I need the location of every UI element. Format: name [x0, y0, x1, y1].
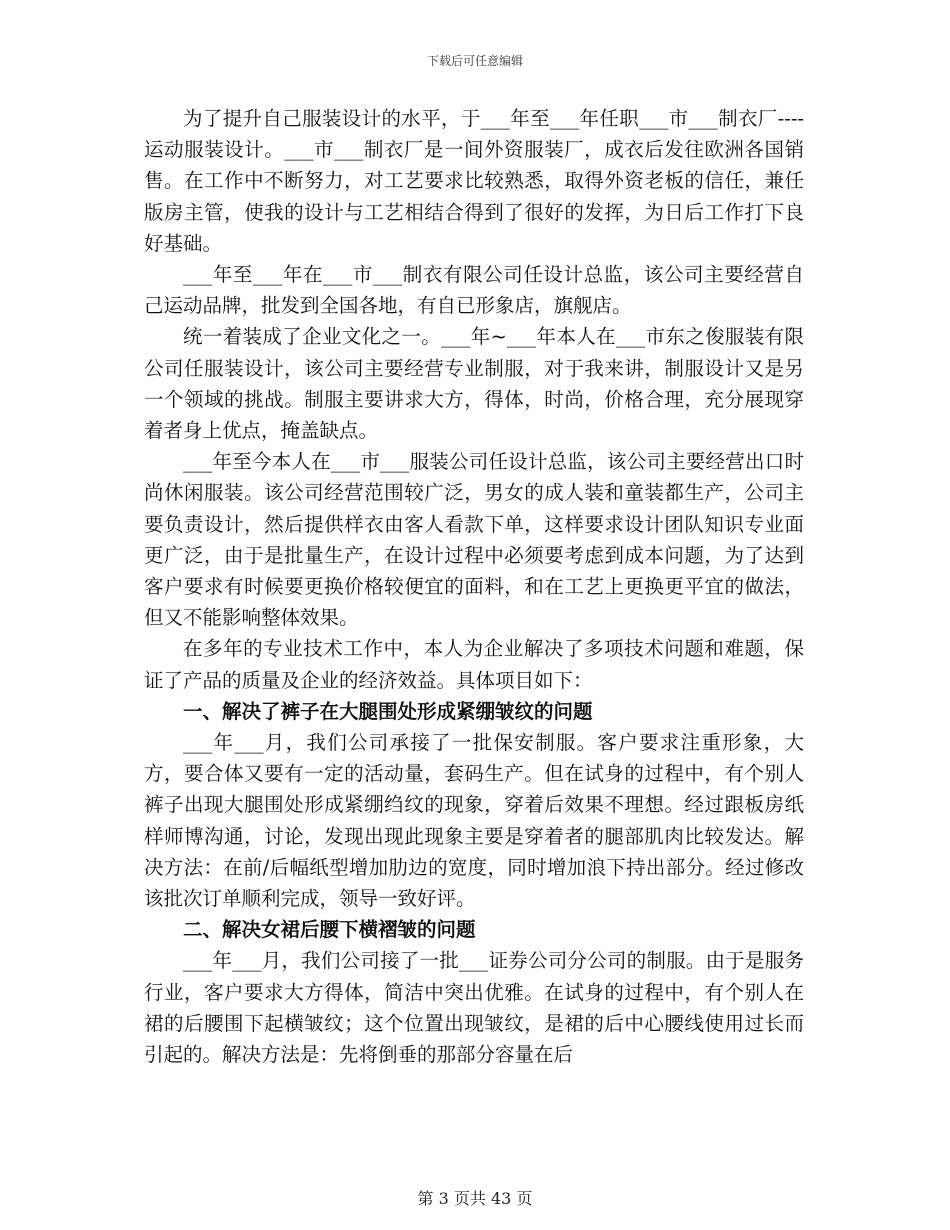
paragraph: ___年___月，我们公司接了一批___证券公司分公司的制服。由于是服务行业，客户要求大方得体，简洁中突出优雅。在试身的过程中，有个别人在裙的后腰围下起横皱纹；这个位置出现皱纹，是裙的后中心腰线使用过长而引起的。解决方法是：先将倒垂的那部分容量在后	[144, 949, 804, 1067]
paragraph: ___年___月，我们公司承接了一批保安制服。客户要求注重形象，大方，要合体又要有一定的活动量，套码生产。但在试身的过程中，有个别人裤子出现大腿围处形成紧绷绉纹的现象，穿着后效果不理想。经过跟板房纸样师博沟通，讨论，发现出现此现象主要是穿着者的腿部肌肉比较发达。解决方法：在前/后幅纸型增加肋边的宽度，同时增加浪下持出部分。经过修改该批次订单顺利完成，领导一致好评。	[144, 731, 804, 911]
paragraph: 在多年的专业技术工作中，本人为企业解决了多项技术问题和难题，保证了产品的质量及企业的经济效益。具体项目如下：	[144, 637, 804, 692]
paragraph: 统一着装成了企业文化之一。___年~___年本人在___市东之俊服装有限公司任服装设计，该公司主要经营专业制服，对于我来讲，制服设计又是另一个领域的挑战。制服主要讲求大方，得体，时尚，价格合理，充分展现穿着者身上优点，掩盖缺点。	[144, 325, 804, 443]
paragraph: ___年至___年在___市___制衣有限公司任设计总监，该公司主要经营自己运动品牌，批发到全国各地，有自已形象店，旗舰店。	[144, 263, 804, 318]
page-header: 下载后可任意编辑	[426, 54, 523, 68]
paragraph: ___年至今本人在___市___服装公司任设计总监，该公司主要经营出口时尚休闲服装。该公司经营范围较广泛，男女的成人装和童装都生产，公司主要负责设计，然后提供样衣由客人看款下单，这样要求设计团队知识专业面更广泛，由于是批量生产，在设计过程中必须要考虑到成本问题，为了达到客户要求有时候要更换价格较便宜的面料，和在工艺上更换更平宜的做法，但又不能影响整体效果。	[144, 450, 804, 630]
section-heading: 二、解决女裙后腰下横褶皱的问题	[183, 918, 476, 942]
paragraph: 为了提升自己服装设计的水平，于___年至___年任职___市___制衣厂----运动服装设计。___市___制衣厂是一间外资服装厂，成衣后发往欧洲各国销售。在工作中不断努力，对工艺要求比较熟悉，取得外资老板的信任，兼任版房主管，使我的设计与工艺相结合得到了很好的发挥，为日后工作打下良好基础。	[144, 107, 804, 255]
section-heading: 一、解决了裤子在大腿围处形成紧绷皱纹的问题	[183, 699, 593, 723]
document-body	[144, 103, 804, 1070]
page-number-footer: 第 3 页共 43 页	[417, 1189, 533, 1208]
